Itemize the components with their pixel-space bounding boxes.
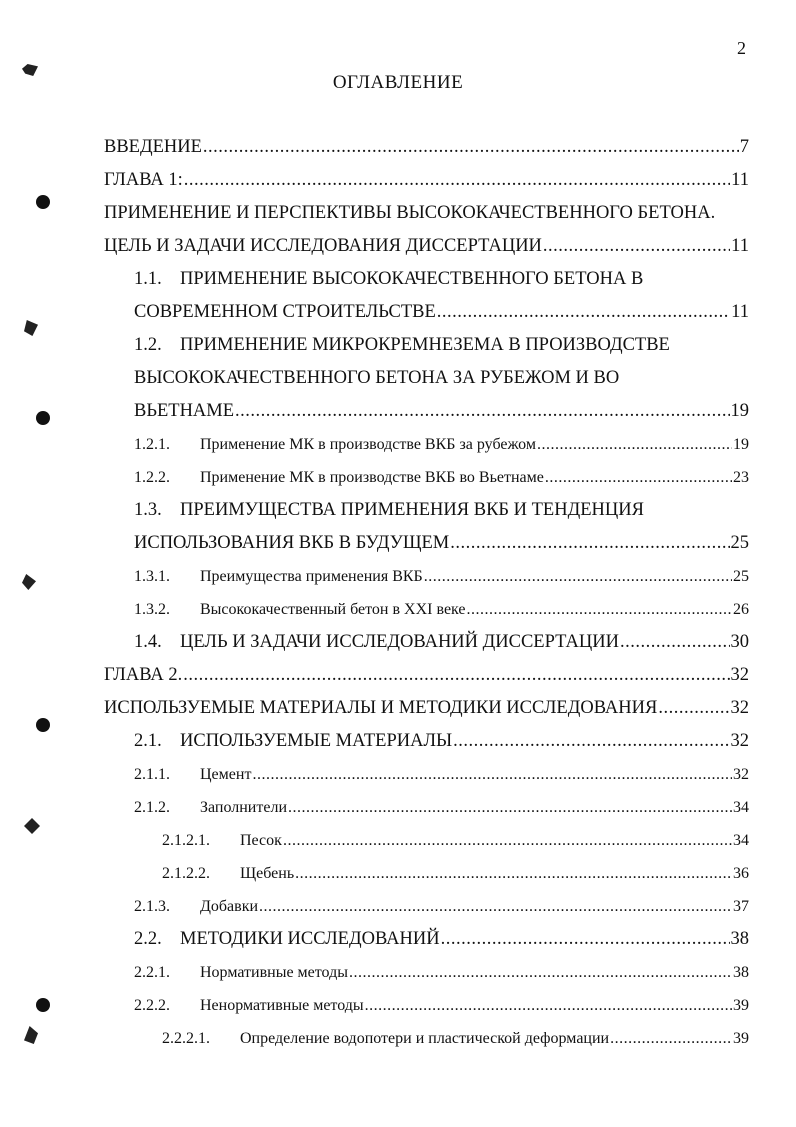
toc-entry-number: 2.2.1. bbox=[134, 964, 170, 981]
toc-entry-title: ПРИМЕНЕНИЕ И ПЕРСПЕКТИВЫ ВЫСОКОКАЧЕСТВЕННОГО БЕТОНА. bbox=[104, 203, 716, 223]
toc-entry-number: 1.3. bbox=[134, 500, 162, 520]
scan-speck-5 bbox=[24, 1026, 38, 1044]
toc-entry bbox=[104, 928, 749, 951]
toc-entry bbox=[104, 235, 749, 258]
toc-entry-title: ИСПОЛЬЗУЕМЫЕ МАТЕРИАЛЫ bbox=[180, 731, 453, 751]
toc-entry-number: 2.2. bbox=[134, 929, 162, 949]
toc-entry bbox=[104, 268, 749, 291]
dot-leader bbox=[184, 169, 730, 192]
toc-entry bbox=[104, 433, 749, 456]
toc-entry bbox=[104, 631, 749, 654]
dot-leader bbox=[235, 400, 729, 423]
dot-leader bbox=[349, 961, 732, 984]
dot-leader bbox=[543, 235, 730, 258]
toc-entry-number: 2.1.2.2. bbox=[162, 865, 210, 882]
toc-entry bbox=[104, 136, 749, 159]
toc-entry bbox=[104, 400, 749, 423]
toc-entry bbox=[104, 829, 749, 852]
table-of-contents bbox=[104, 136, 749, 1050]
toc-entry-page: 32 bbox=[730, 698, 749, 718]
toc-entry-number: 2.1. bbox=[134, 731, 162, 751]
toc-entry-number: 2.1.1. bbox=[134, 766, 170, 783]
toc-entry bbox=[104, 565, 749, 588]
toc-entry bbox=[104, 169, 749, 192]
toc-entry-title: ПРИМЕНЕНИЕ ВЫСОКОКАЧЕСТВЕННОГО БЕТОНА В bbox=[180, 269, 644, 289]
dot-leader bbox=[424, 565, 732, 588]
binding-hole-3 bbox=[36, 718, 50, 732]
dot-leader bbox=[620, 631, 730, 654]
dot-leader bbox=[252, 763, 732, 786]
toc-entry bbox=[104, 301, 749, 324]
toc-entry bbox=[104, 598, 749, 621]
toc-entry-title: Ненормативные методы bbox=[200, 997, 364, 1014]
dot-leader bbox=[545, 466, 732, 489]
toc-entry-page: 39 bbox=[733, 1030, 749, 1047]
toc-entry-page: 32 bbox=[733, 766, 749, 783]
toc-entry bbox=[104, 532, 749, 555]
binding-hole-2 bbox=[36, 411, 50, 425]
toc-entry bbox=[104, 961, 749, 984]
toc-entry-page: 38 bbox=[733, 964, 749, 981]
toc-entry-page: 23 bbox=[733, 469, 749, 486]
toc-entry-title: Высококачественный бетон в XXI веке bbox=[200, 601, 466, 618]
toc-entry-number: 1.3.2. bbox=[134, 601, 170, 618]
toc-entry-page: 26 bbox=[733, 601, 749, 618]
toc-entry bbox=[104, 895, 749, 918]
dot-leader bbox=[183, 664, 729, 687]
toc-entry-page: 7 bbox=[739, 137, 749, 157]
toc-entry-number: 2.1.2. bbox=[134, 799, 170, 816]
toc-entry-number: 1.4. bbox=[134, 632, 162, 652]
toc-entry-title: Применение МК в производстве ВКБ за рубежом bbox=[200, 436, 536, 453]
toc-entry-title: ИСПОЛЬЗУЕМЫЕ МАТЕРИАЛЫ И МЕТОДИКИ ИССЛЕДОВАНИЯ bbox=[104, 698, 658, 718]
toc-entry-title: ВЫСОКОКАЧЕСТВЕННОГО БЕТОНА ЗА РУБЕЖОМ И ВО bbox=[134, 368, 620, 388]
toc-entry bbox=[104, 466, 749, 489]
toc-entry-number: 1.1. bbox=[134, 269, 162, 289]
dot-leader bbox=[283, 829, 732, 852]
dot-leader bbox=[610, 1027, 732, 1050]
scan-speck-4 bbox=[24, 818, 40, 834]
toc-title: ОГЛАВЛЕНИЕ bbox=[332, 72, 464, 93]
toc-entry-page: 38 bbox=[730, 929, 749, 949]
toc-entry-title: Преимущества применения ВКБ bbox=[200, 568, 423, 585]
toc-entry-title: ГЛАВА 1: bbox=[104, 170, 183, 190]
toc-entry-number: 2.1.2.1. bbox=[162, 832, 210, 849]
toc-entry-title: ВЬЕТНАМЕ bbox=[134, 401, 235, 421]
toc-entry-page: 32 bbox=[730, 665, 749, 685]
toc-entry bbox=[104, 862, 749, 885]
toc-entry bbox=[104, 334, 749, 357]
dot-leader bbox=[365, 994, 732, 1017]
toc-entry-page: 34 bbox=[733, 832, 749, 849]
toc-entry-title: ВВЕДЕНИЕ bbox=[104, 137, 202, 157]
scan-speck-3 bbox=[22, 574, 36, 590]
dot-leader bbox=[537, 433, 732, 456]
toc-entry-title: Применение МК в производстве ВКБ во Вьетнаме bbox=[200, 469, 544, 486]
dot-leader bbox=[658, 697, 729, 720]
toc-entry bbox=[104, 730, 749, 753]
toc-entry-title: Определение водопотери и пластической деформации bbox=[240, 1030, 610, 1047]
dot-leader bbox=[467, 598, 732, 621]
binding-hole-4 bbox=[36, 998, 50, 1012]
toc-entry-number: 2.2.2.1. bbox=[162, 1030, 210, 1047]
dot-leader bbox=[437, 301, 730, 324]
toc-entry-number: 2.2.2. bbox=[134, 997, 170, 1014]
toc-entry-page: 37 bbox=[733, 898, 749, 915]
binding-hole-1 bbox=[36, 195, 50, 209]
toc-entry-title: СОВРЕМЕННОМ СТРОИТЕЛЬСТВЕ bbox=[134, 302, 436, 322]
toc-entry-number: 1.2. bbox=[134, 335, 162, 355]
toc-entry-number: 1.3.1. bbox=[134, 568, 170, 585]
toc-entry-page: 19 bbox=[730, 401, 749, 421]
toc-entry-page: 11 bbox=[731, 302, 749, 322]
toc-entry-title: Щебень bbox=[240, 865, 295, 882]
toc-entry-title: ПРИМЕНЕНИЕ МИКРОКРЕМНЕЗЕМА В ПРОИЗВОДСТВЕ bbox=[180, 335, 670, 355]
dot-leader bbox=[295, 862, 732, 885]
toc-entry-page: 30 bbox=[730, 632, 749, 652]
scan-speck-2 bbox=[24, 320, 38, 336]
toc-entry-title: Цемент bbox=[200, 766, 252, 783]
toc-entry-page: 25 bbox=[733, 568, 749, 585]
toc-entry-title: ПРЕИМУЩЕСТВА ПРИМЕНЕНИЯ ВКБ И ТЕНДЕНЦИЯ bbox=[180, 500, 644, 520]
toc-entry-page: 32 bbox=[730, 731, 749, 751]
dot-leader bbox=[259, 895, 732, 918]
toc-entry-title: ЦЕЛЬ И ЗАДАЧИ ИССЛЕДОВАНИЯ ДИССЕРТАЦИИ bbox=[104, 236, 542, 256]
toc-entry-title: ИСПОЛЬЗОВАНИЯ ВКБ В БУДУЩЕМ bbox=[134, 533, 450, 553]
toc-entry-title: Песок bbox=[240, 832, 282, 849]
toc-entry-page: 34 bbox=[733, 799, 749, 816]
toc-entry-number: 2.1.3. bbox=[134, 898, 170, 915]
toc-entry-title: Нормативные методы bbox=[200, 964, 348, 981]
toc-entry-page: 36 bbox=[733, 865, 749, 882]
toc-entry bbox=[104, 763, 749, 786]
dot-leader bbox=[288, 796, 732, 819]
toc-entry bbox=[104, 994, 749, 1017]
dot-leader bbox=[450, 532, 729, 555]
toc-entry-title: Заполнители bbox=[200, 799, 288, 816]
toc-entry-title: ЦЕЛЬ И ЗАДАЧИ ИССЛЕДОВАНИЙ ДИССЕРТАЦИИ bbox=[180, 632, 619, 652]
toc-entry bbox=[104, 697, 749, 720]
toc-entry-number: 1.2.2. bbox=[134, 469, 170, 486]
toc-entry bbox=[104, 796, 749, 819]
toc-entry-page: 19 bbox=[733, 436, 749, 453]
toc-entry bbox=[104, 664, 749, 687]
dot-leader bbox=[203, 136, 739, 159]
toc-entry-number: 1.2.1. bbox=[134, 436, 170, 453]
toc-entry-page: 11 bbox=[731, 236, 749, 256]
toc-entry-title: МЕТОДИКИ ИССЛЕДОВАНИЙ bbox=[180, 929, 440, 949]
toc-entry-page: 25 bbox=[730, 533, 749, 553]
toc-entry-title: ГЛАВА 2. bbox=[104, 665, 183, 685]
toc-entry bbox=[104, 1027, 749, 1050]
dot-leader bbox=[441, 928, 730, 951]
toc-entry bbox=[104, 499, 749, 522]
toc-entry-page: 11 bbox=[731, 170, 749, 190]
dot-leader bbox=[453, 730, 729, 753]
toc-entry-title: Добавки bbox=[200, 898, 259, 915]
page-number: 2 bbox=[737, 38, 746, 58]
toc-entry-page: 39 bbox=[733, 997, 749, 1014]
